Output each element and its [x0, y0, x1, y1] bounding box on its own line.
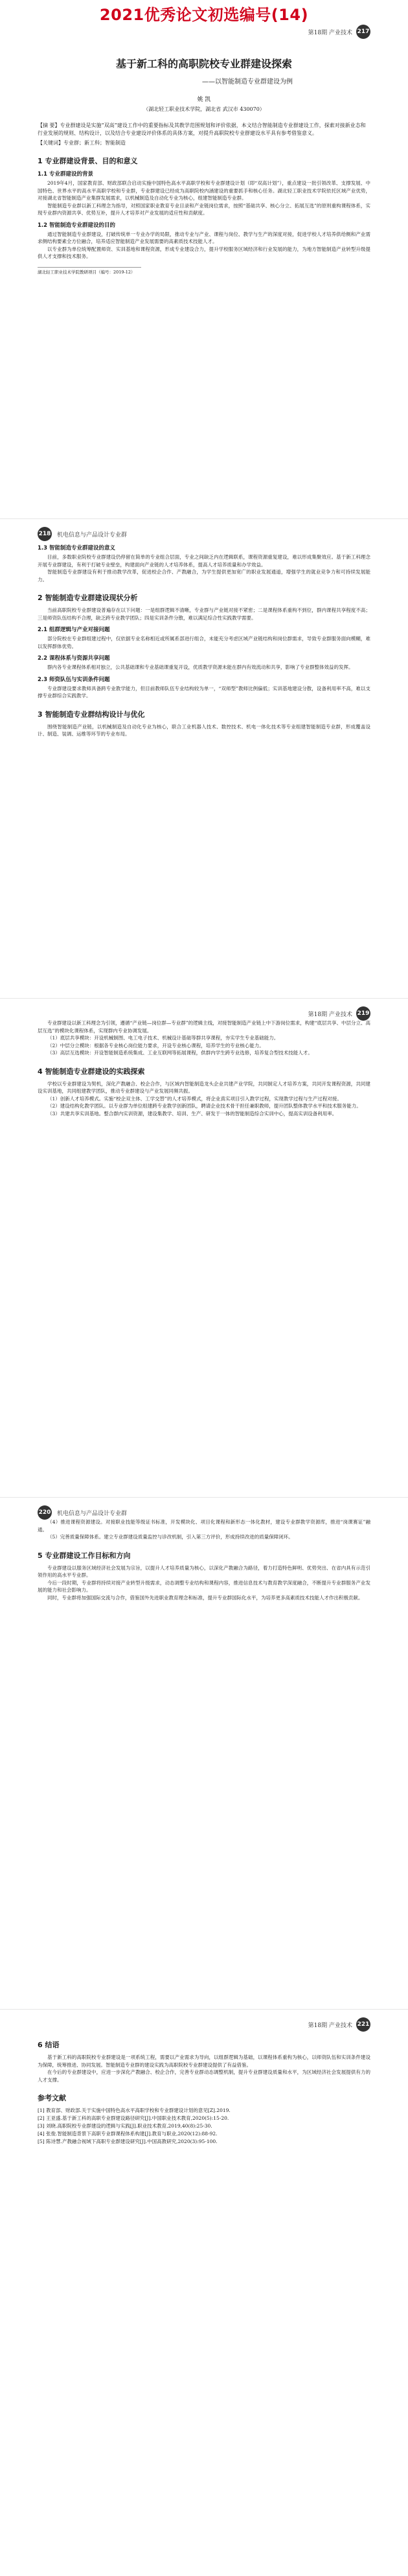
running-header	[0, 2019, 408, 2030]
paragraph: 同时，专业群将加强国际交流与合作，借鉴国外先进职业教育理念和标准，提升专业群国际化水平，为培养更多高素质技术技能人才作出积极贡献。	[47, 1594, 363, 1601]
paragraph: 2019年4月，国家教育部、财政部联合启动实施中国特色高水平高职学校和专业群建设计划（即“双高计划”），重点建设一批引领改革、支撑发展、中国特色、世界水平的高水平高职学校和专业群，专业群建设已经成为高职院校内涵建设的重要抓手和核心任务。湖北轻工职业技术学院依托区域产业优势，对接湖北省智能制造产业集群发展需求，以机械制造及自动化专业为核心，组建智能制造专业群。	[38, 180, 370, 201]
subsection-heading: 2.3 师资队伍与实训条件问题	[38, 676, 110, 683]
paragraph: 通过智能制造专业群建设，打破传统单一专业办学的局限，推动专业与产业、课程与岗位、教学与生产的深度对接，促进学校人才培养供给侧和产业需求侧结构要素全方位融合，培养适应智能制造产业发展需要的高素质技术技能人才。	[38, 231, 370, 244]
paragraph: （3）高层互选模块：开设智能制造系统集成、工业互联网等拓展课程，供群内学生跨专业选修，培养复合型技术技能人才。	[47, 1050, 313, 1056]
reference-item: [4] 张俊.智能制造背景下高职专业群课程体系构建[J].教育与职业,2020(12):88-92.	[38, 2131, 218, 2137]
document-banner	[0, 0, 408, 26]
page-number: 218	[38, 527, 52, 541]
page-2	[0, 528, 408, 988]
paragraph: 当前高职院校专业群建设普遍存在以下问题：一是组群逻辑不清晰，专业群与产业链对接不紧密；二是课程体系重构不到位，群内课程共享程度不高；三是师资队伍结构不合理，缺乏跨专业教学团队；四是实训条件分散，难以满足综合性实践教学需要。	[38, 607, 370, 621]
header-text: 机电信息与产品设计专业群	[57, 1510, 128, 1517]
paragraph: （1）创新人才培养模式。实施“校企双主体、工学交替”的人才培养模式，将企业真实项目引入教学过程，实现教学过程与生产过程对接。	[47, 1095, 342, 1102]
paragraph: 目前，多数职业院校专业群建设仍停留在简单的专业组合层面，专业之间缺乏内在逻辑联系，课程资源重复建设，难以形成集聚效应。基于新工科理念开展专业群建设，有利于打破专业壁垒，构建面向产业链的人才培养体系，提高人才培养质量和办学效益。	[38, 554, 370, 568]
paragraph: 专业群建设要求教师具备跨专业教学能力，但目前教师队伍专业结构较为单一，“双师型”教师比例偏低；实训基地建设分散，设备利用率不高，难以支撑专业群综合实践教学。	[38, 685, 370, 699]
section-heading: 1 专业群建设背景、目的和意义	[38, 157, 138, 165]
page-separator	[0, 998, 408, 999]
header-text: 机电信息与产品设计专业群	[57, 531, 128, 539]
running-header	[0, 1008, 408, 1019]
paragraph: 专业群建设以新工科理念为引领，遵循“产业链—岗位群—专业群”的逻辑主线，对接智能制造产业链上中下游岗位需求，构建“底层共享、中层分立、高层互选”的模块化课程体系，实现群内专业协调发展。	[38, 1020, 370, 1034]
banner-title: 2021优秀论文初选编号(14)	[99, 5, 309, 24]
header-text: 第18期 产业技术	[308, 2022, 352, 2029]
page-number: 220	[38, 1505, 52, 1520]
page-4	[0, 1507, 408, 1999]
footnote: 湖北轻工职业技术学院教研项目（编号：2019-12）	[38, 267, 141, 275]
subsection-heading: 1.2 智能制造专业群建设的目的	[38, 222, 116, 229]
page-number: 217	[356, 25, 370, 39]
section-heading: 2 智能制造专业群建设现状分析	[38, 594, 138, 602]
subsection-heading: 1.3 智能制造专业群建设的意义	[38, 545, 116, 551]
paragraph: 智能制造专业群建设有利于推动教学改革，促进校企合作、产教融合，为学生提供更加宽广的职业发展通道，增强学生的就业竞争力和可持续发展能力。	[38, 569, 370, 583]
paragraph: 智能制造专业群以新工科理念为指导，对照国家职业教育专业目录和产业链岗位需求，按照“基础共享、核心分立、拓展互选”的原则重构课程体系，实现专业群内资源共享、优势互补，提升人才培养对产业发展的适应性和贡献度。	[38, 202, 370, 216]
paragraph: 基于新工科的高职院校专业群建设是一项系统工程，需要以产业需求为导向，以组群逻辑为基础，以课程体系重构为核心，以师资队伍和实训条件建设为保障，统筹推进、协同发展。智能制造专业群的建设实践为高职院校专业群建设提供了有益借鉴。	[38, 2054, 370, 2068]
paragraph: 以专业群为单位统筹配置师资、实训基地和课程资源，形成专业建设合力，提升学校服务区域经济和行业发展的能力，为地方智能制造产业转型升级提供人才支撑和技术服务。	[38, 246, 370, 259]
paragraph: （4）推进课程资源建设。对接职业技能等级证书标准，开发模块化、项目化课程和新形态一体化教材，建设专业群教学资源库，推进“岗课赛证”融通。	[38, 1519, 370, 1533]
reference-item: [1] 教育部、财政部.关于实施中国特色高水平高职学校和专业群建设计划的意见[Z].2019.	[38, 2107, 231, 2113]
paragraph: （2）建设结构化教学团队。以专业群为单位组建跨专业教学创新团队，聘请企业技术骨干担任兼职教师，提升团队整体教学水平和技术服务能力。	[47, 1103, 361, 1109]
paragraph: （2）中层分立模块：根据各专业核心岗位能力要求，开设专业核心课程，培养学生的专业核心能力。	[47, 1042, 264, 1049]
header-text: 第18期 产业技术	[308, 29, 352, 36]
page-number: 221	[356, 2017, 370, 2032]
abstract: 【摘 要】专业群建设是实施“双高”建设工作中的重要指标及其教学范围规划和评价依据，本文结合智能制造专业群建设工作，探索对接新业态和行业发展的规则、结构设计，以及结合专业建设评价体系的具体方案，对提升高职院校专业群建设水平具有参考借鉴意义。	[38, 122, 366, 136]
paragraph: （5）完善质量保障体系。建立专业群建设质量监控与诊改机制，引入第三方评价，形成持续改进的质量保障闭环。	[47, 1534, 293, 1540]
paragraph: （3）共建共享实训基地。整合群内实训资源，建设集教学、培训、生产、研发于一体的智能制造综合实训中心，提高实训设备利用率。	[47, 1110, 337, 1117]
paper-title: 基于新工科的高职院校专业群建设探索	[115, 58, 292, 70]
page-1	[0, 26, 408, 505]
page-5	[0, 2019, 408, 2570]
page-separator	[0, 518, 408, 519]
page-3	[0, 1008, 408, 1487]
page-separator	[0, 2009, 408, 2010]
subsection-heading: 2.1 组群逻辑与产业对接问题	[38, 627, 110, 633]
subsection-heading: 1.1 专业群建设的背景	[38, 171, 94, 178]
reference-item: [2] 王亚盛.基于新工科的高职专业群建设路径研究[J].中国职业技术教育,2020(5):15-20.	[38, 2115, 229, 2121]
page-separator	[0, 1497, 408, 1498]
reference-list	[38, 2107, 370, 2146]
section-heading: 5 专业群建设工作目标和方向	[38, 1551, 131, 1560]
paragraph: （1）底层共享模块：开设机械制图、电工电子技术、机械设计基础等群共享课程，夯实学生专业基础能力。	[47, 1035, 279, 1041]
paragraph: 今后一段时期，专业群将持续对接产业转型升级需求，动态调整专业结构和课程内容，推进信息技术与教育教学深度融合，不断提升专业群服务产业发展的能力和社会影响力。	[38, 1579, 370, 1593]
page-number: 219	[356, 1006, 370, 1021]
running-header	[0, 1507, 408, 1518]
paragraph: 学校以专业群建设为契机，深化产教融合、校企合作，与区域内智能制造龙头企业共建产业学院，共同制定人才培养方案，共同开发课程资源，共同建设实训基地，共同组建教学团队，推动专业群建设与产业发展同频共振。	[38, 1080, 370, 1094]
paper-subtitle: ——以智能制造专业群建设为例	[202, 78, 293, 86]
subsection-heading: 2.2 课程体系与资源共享问题	[38, 655, 110, 662]
running-header	[0, 26, 408, 38]
affiliation: （湖北轻工职业技术学院，湖北省 武汉市 430070）	[143, 106, 265, 112]
paragraph: 群内各专业课程体系相对独立，公共基础课和专业基础课重复开设，优质教学资源未能在群内有效流动和共享，影响了专业群整体效益的发挥。	[47, 664, 354, 670]
references-heading: 参考文献	[38, 2094, 66, 2102]
running-header	[0, 528, 408, 540]
section-heading: 4 智能制造专业群建设的实践探索	[38, 1067, 145, 1076]
paragraph: 在今后的专业群建设中，应进一步深化产教融合、校企合作，完善专业群动态调整机制，提升专业群建设质量和水平，为区域经济社会发展提供有力的人才支撑。	[38, 2069, 370, 2083]
author: 姚 凯	[197, 97, 211, 103]
paragraph: 专业群建设以服务区域经济社会发展为宗旨，以提升人才培养质量为核心，以深化产教融合为路径，着力打造特色鲜明、优势突出、在省内具有示范引领作用的高水平专业群。	[38, 1564, 370, 1578]
section-heading: 3 智能制造专业群结构设计与优化	[38, 710, 145, 719]
keywords: 【关键词】专业群；新工科；智能制造	[38, 140, 126, 146]
paragraph: 围绕智能制造产业链，以机械制造及自动化专业为核心，联合工业机器人技术、数控技术、机电一体化技术等专业组建智能制造专业群，形成覆盖设计、制造、装调、运维等环节的专业布局。	[38, 723, 370, 737]
section-heading: 6 结语	[38, 2041, 60, 2049]
header-text: 第18期 产业技术	[308, 1011, 352, 1018]
reference-item: [3] 刘晓.高职院校专业群建设的逻辑与实践[J].职业技术教育,2019,40(8):25-30.	[38, 2123, 212, 2129]
reference-item: [5] 陈诗慧.产教融合视域下高职专业群建设研究[J].中国高教研究,2020(3):95-100.	[38, 2139, 218, 2144]
paragraph: 部分院校在专业群组建过程中，仅依据专业名称相近或所属系部进行组合，未能充分考虑区域产业链结构和岗位群需求，导致专业群服务面向模糊，难以发挥群体优势。	[38, 636, 370, 649]
